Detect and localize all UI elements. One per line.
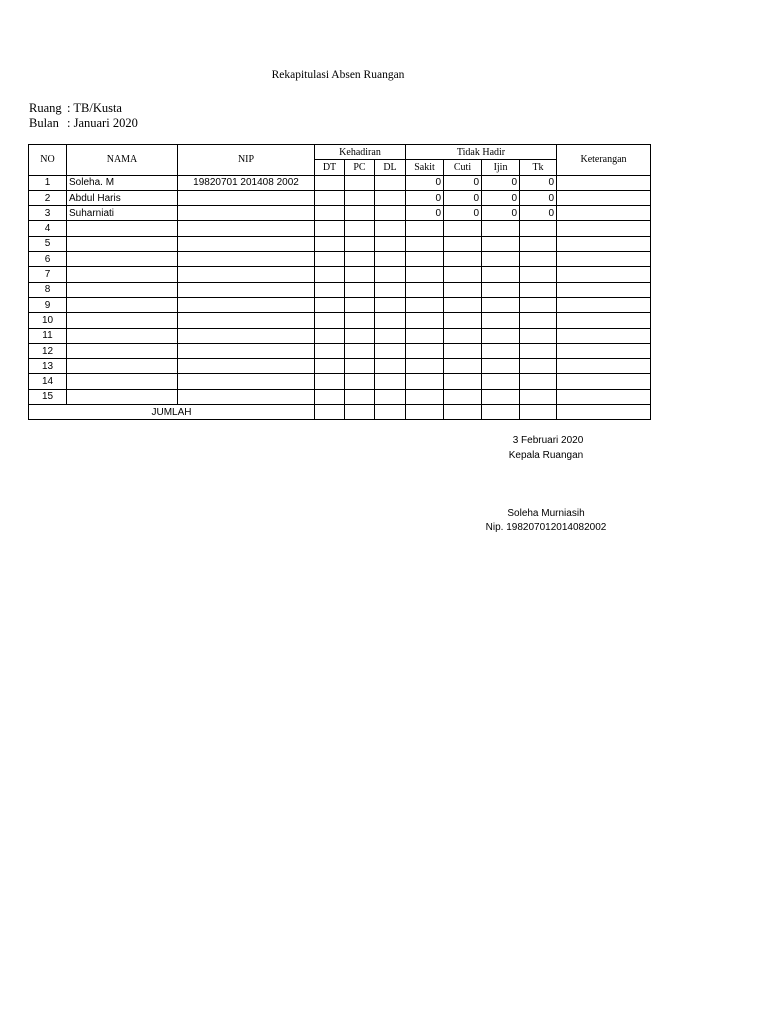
cell-tk — [520, 267, 557, 282]
signature-name: Soleha Murniasih — [507, 508, 585, 519]
cell-cuti — [444, 359, 482, 374]
table-row — [29, 252, 651, 267]
table-row — [29, 236, 651, 251]
cell-pc — [345, 374, 375, 389]
cell-no: 4 — [29, 221, 67, 236]
cell-ket — [557, 297, 651, 312]
cell-nip — [178, 297, 315, 312]
cell-dl — [375, 282, 406, 297]
cell-ket — [557, 236, 651, 251]
cell-pc — [345, 252, 375, 267]
cell-dl — [375, 252, 406, 267]
cell-no: 13 — [29, 359, 67, 374]
cell-no: 10 — [29, 313, 67, 328]
cell-dl — [375, 206, 406, 221]
header-sakit: Sakit — [406, 160, 444, 175]
total-tk — [520, 405, 557, 420]
cell-nip — [178, 267, 315, 282]
cell-tk — [520, 374, 557, 389]
cell-ijin: 0 — [482, 175, 520, 190]
cell-dl — [375, 359, 406, 374]
cell-sakit — [406, 282, 444, 297]
cell-cuti — [444, 297, 482, 312]
cell-no: 7 — [29, 267, 67, 282]
cell-cuti — [444, 328, 482, 343]
total-label: JUMLAH — [29, 405, 315, 420]
cell-tk — [520, 389, 557, 404]
table-row — [29, 389, 651, 404]
cell-nip — [178, 328, 315, 343]
cell-cuti — [444, 343, 482, 358]
cell-ket — [557, 252, 651, 267]
header-ijin: Ijin — [482, 160, 520, 175]
cell-tk — [520, 236, 557, 251]
cell-sakit — [406, 389, 444, 404]
cell-ijin — [482, 389, 520, 404]
cell-nama — [67, 221, 178, 236]
cell-ijin — [482, 267, 520, 282]
cell-nip — [178, 236, 315, 251]
cell-dl — [375, 190, 406, 205]
cell-pc — [345, 389, 375, 404]
cell-ket — [557, 313, 651, 328]
cell-nama — [67, 267, 178, 282]
cell-nama — [67, 282, 178, 297]
cell-nama: Suharniati — [67, 206, 178, 221]
cell-sakit — [406, 328, 444, 343]
cell-ijin: 0 — [482, 206, 520, 221]
cell-dl — [375, 267, 406, 282]
cell-ijin — [482, 313, 520, 328]
cell-dt — [315, 252, 345, 267]
document-title: Rekapitulasi Absen Ruangan — [271, 69, 405, 81]
header-nama: NAMA — [67, 145, 178, 176]
cell-dl — [375, 313, 406, 328]
cell-nama — [67, 313, 178, 328]
cell-dt — [315, 206, 345, 221]
cell-pc — [345, 359, 375, 374]
cell-ket — [557, 221, 651, 236]
table-row — [29, 206, 651, 221]
table-row — [29, 328, 651, 343]
header-pc: PC — [345, 160, 375, 175]
table-body — [29, 175, 651, 404]
cell-sakit — [406, 221, 444, 236]
cell-sakit — [406, 343, 444, 358]
cell-ijin — [482, 282, 520, 297]
cell-dt — [315, 313, 345, 328]
cell-no: 8 — [29, 282, 67, 297]
cell-ijin — [482, 359, 520, 374]
cell-ket — [557, 328, 651, 343]
header-cuti: Cuti — [444, 160, 482, 175]
cell-sakit — [406, 359, 444, 374]
cell-dl — [375, 343, 406, 358]
cell-tk: 0 — [520, 190, 557, 205]
cell-dl — [375, 221, 406, 236]
cell-dl — [375, 328, 406, 343]
cell-nip — [178, 313, 315, 328]
cell-ijin — [482, 252, 520, 267]
cell-dt — [315, 267, 345, 282]
cell-pc — [345, 313, 375, 328]
cell-no: 5 — [29, 236, 67, 251]
cell-cuti — [444, 374, 482, 389]
cell-no: 2 — [29, 190, 67, 205]
total-ijin — [482, 405, 520, 420]
table-row — [29, 190, 651, 205]
table-row — [29, 282, 651, 297]
cell-pc — [345, 175, 375, 190]
header-kehadiran: Kehadiran — [315, 145, 406, 160]
cell-pc — [345, 236, 375, 251]
cell-tk — [520, 359, 557, 374]
total-sakit — [406, 405, 444, 420]
attendance-table — [28, 144, 651, 420]
cell-ket — [557, 282, 651, 297]
ruang-line — [29, 101, 122, 116]
cell-dt — [315, 236, 345, 251]
cell-ket — [557, 343, 651, 358]
cell-nip — [178, 343, 315, 358]
cell-tk — [520, 343, 557, 358]
cell-nama — [67, 328, 178, 343]
total-dt — [315, 405, 345, 420]
header-dt: DT — [315, 160, 345, 175]
cell-tk — [520, 297, 557, 312]
cell-sakit — [406, 236, 444, 251]
cell-sakit — [406, 267, 444, 282]
header-nip: NIP — [178, 145, 315, 176]
table-row — [29, 374, 651, 389]
table-row — [29, 297, 651, 312]
total-dl — [375, 405, 406, 420]
cell-cuti — [444, 252, 482, 267]
cell-pc — [345, 267, 375, 282]
cell-cuti: 0 — [444, 175, 482, 190]
cell-pc — [345, 206, 375, 221]
cell-tk — [520, 252, 557, 267]
cell-nip — [178, 190, 315, 205]
cell-nama — [67, 389, 178, 404]
cell-cuti: 0 — [444, 190, 482, 205]
bulan-value: : Januari 2020 — [67, 116, 138, 130]
cell-dt — [315, 389, 345, 404]
bulan-line — [29, 116, 138, 131]
header-keterangan: Keterangan — [557, 145, 651, 176]
cell-nama — [67, 343, 178, 358]
ruang-value: : TB/Kusta — [67, 101, 122, 115]
cell-ijin — [482, 221, 520, 236]
cell-dt — [315, 343, 345, 358]
cell-pc — [345, 221, 375, 236]
table-row — [29, 343, 651, 358]
cell-ijin — [482, 374, 520, 389]
cell-no: 12 — [29, 343, 67, 358]
cell-no: 3 — [29, 206, 67, 221]
cell-cuti — [444, 282, 482, 297]
cell-sakit — [406, 313, 444, 328]
cell-dl — [375, 236, 406, 251]
cell-pc — [345, 190, 375, 205]
cell-nip — [178, 252, 315, 267]
cell-ket — [557, 190, 651, 205]
cell-tk: 0 — [520, 206, 557, 221]
cell-nama: Abdul Haris — [67, 190, 178, 205]
cell-dt — [315, 221, 345, 236]
cell-ket — [557, 374, 651, 389]
cell-ijin — [482, 236, 520, 251]
cell-ket — [557, 267, 651, 282]
cell-tk — [520, 282, 557, 297]
cell-nip — [178, 389, 315, 404]
cell-sakit — [406, 374, 444, 389]
cell-tk — [520, 328, 557, 343]
total-row — [29, 405, 651, 420]
cell-no: 1 — [29, 175, 67, 190]
cell-dl — [375, 389, 406, 404]
cell-dt — [315, 328, 345, 343]
cell-ket — [557, 359, 651, 374]
cell-nip — [178, 206, 315, 221]
cell-nip — [178, 374, 315, 389]
cell-dt — [315, 175, 345, 190]
header-dl: DL — [375, 160, 406, 175]
cell-pc — [345, 282, 375, 297]
cell-dt — [315, 359, 345, 374]
cell-ket — [557, 175, 651, 190]
table-row — [29, 267, 651, 282]
bulan-label: Bulan — [29, 116, 59, 130]
header-tk: Tk — [520, 160, 557, 175]
cell-ijin — [482, 328, 520, 343]
cell-tk: 0 — [520, 175, 557, 190]
cell-ket — [557, 206, 651, 221]
cell-cuti — [444, 313, 482, 328]
total-keterangan — [557, 405, 651, 420]
cell-cuti — [444, 221, 482, 236]
total-pc — [345, 405, 375, 420]
cell-ket — [557, 389, 651, 404]
cell-ijin: 0 — [482, 190, 520, 205]
cell-cuti: 0 — [444, 206, 482, 221]
cell-cuti — [444, 267, 482, 282]
cell-sakit — [406, 297, 444, 312]
cell-cuti — [444, 389, 482, 404]
cell-nip — [178, 282, 315, 297]
cell-dl — [375, 374, 406, 389]
table-row — [29, 359, 651, 374]
cell-dt — [315, 190, 345, 205]
cell-sakit: 0 — [406, 190, 444, 205]
cell-pc — [345, 297, 375, 312]
signature-role: Kepala Ruangan — [508, 450, 584, 461]
cell-nama — [67, 374, 178, 389]
cell-dt — [315, 282, 345, 297]
cell-tk — [520, 221, 557, 236]
cell-nama — [67, 297, 178, 312]
cell-cuti — [444, 236, 482, 251]
header-no: NO — [29, 145, 67, 176]
total-cuti — [444, 405, 482, 420]
cell-nip: 19820701 201408 2002 — [178, 175, 315, 190]
cell-nip — [178, 221, 315, 236]
cell-no: 15 — [29, 389, 67, 404]
cell-tk — [520, 313, 557, 328]
cell-no: 6 — [29, 252, 67, 267]
table-row — [29, 175, 651, 190]
cell-nama — [67, 359, 178, 374]
cell-nip — [178, 359, 315, 374]
cell-nama: Soleha. M — [67, 175, 178, 190]
cell-no: 9 — [29, 297, 67, 312]
cell-pc — [345, 343, 375, 358]
cell-dt — [315, 297, 345, 312]
cell-ijin — [482, 297, 520, 312]
signature-date: 3 Februari 2020 — [512, 435, 584, 446]
cell-sakit — [406, 252, 444, 267]
header-tidak-hadir: Tidak Hadir — [406, 145, 557, 160]
table-row — [29, 221, 651, 236]
cell-pc — [345, 328, 375, 343]
cell-no: 14 — [29, 374, 67, 389]
cell-dl — [375, 297, 406, 312]
cell-dt — [315, 374, 345, 389]
cell-nama — [67, 252, 178, 267]
table-row — [29, 313, 651, 328]
cell-dl — [375, 175, 406, 190]
cell-sakit: 0 — [406, 175, 444, 190]
ruang-label: Ruang — [29, 101, 62, 115]
cell-nama — [67, 236, 178, 251]
cell-sakit: 0 — [406, 206, 444, 221]
signature-nip: Nip. 198207012014082002 — [485, 522, 607, 533]
cell-ijin — [482, 343, 520, 358]
cell-no: 11 — [29, 328, 67, 343]
